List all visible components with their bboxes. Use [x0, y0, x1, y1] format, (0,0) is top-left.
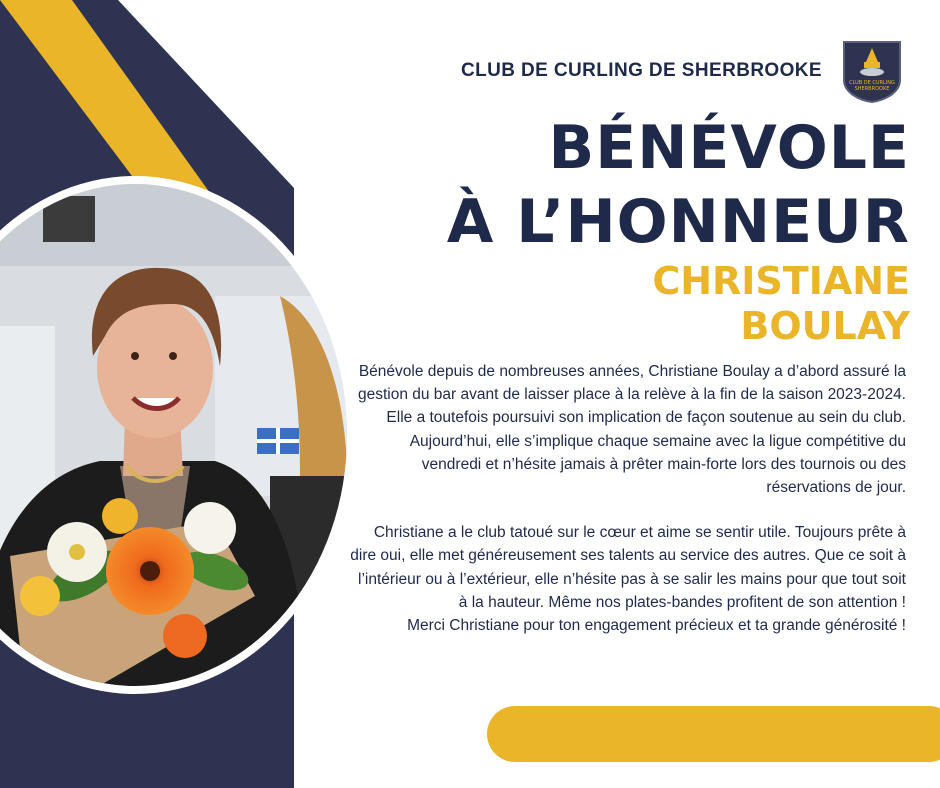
title-line-1: BÉNÉVOLE — [548, 113, 910, 183]
honoree-first-name: CHRISTIANE — [652, 259, 910, 303]
paragraph-3: Merci Christiane pour ton engagement précieux et ta grande générosité ! — [407, 617, 906, 635]
paragraph-1: Bénévole depuis de nombreuses années, Christiane Boulay a d’abord assuré la gestion du bar avant de laisser place à la relève à la fin de la saison 2023-2024. Elle a toutefois poursuivi son implication de façon soutenue au sein du club. Aujourd’hui, elle s’implique chaque semaine avec la ligue compétitive du vendredi et n’hésite jamais à prêter main-forte lors des tournois ou des réservations de jour. — [357, 363, 906, 497]
title-line-2: À L’HONNEUR — [446, 187, 910, 257]
honoree-last-name: BOULAY — [740, 304, 910, 348]
svg-text:SHERBROOKE: SHERBROOKE — [854, 86, 890, 92]
honoree-photo — [0, 176, 355, 694]
tribute-text — [346, 360, 906, 637]
svg-text:CLUB DE CURLING: CLUB DE CURLING — [849, 80, 895, 86]
club-name: CLUB DE CURLING DE SHERBROOKE — [460, 60, 822, 81]
club-crest-logo — [842, 38, 902, 104]
decorative-yellow-bar — [487, 706, 940, 762]
paragraph-2: Christiane a le club tatoué sur le cœur et aime se sentir utile. Toujours prête à dire oui, elle met généreusement ses talents au service des autres. Que ce soit à l’intérieur ou à l’extérieur, elle n’hésite pas à se salir les mains pour que tout soit à la hauteur. Même nos plates-bandes profitent de son attention ! — [350, 524, 906, 611]
